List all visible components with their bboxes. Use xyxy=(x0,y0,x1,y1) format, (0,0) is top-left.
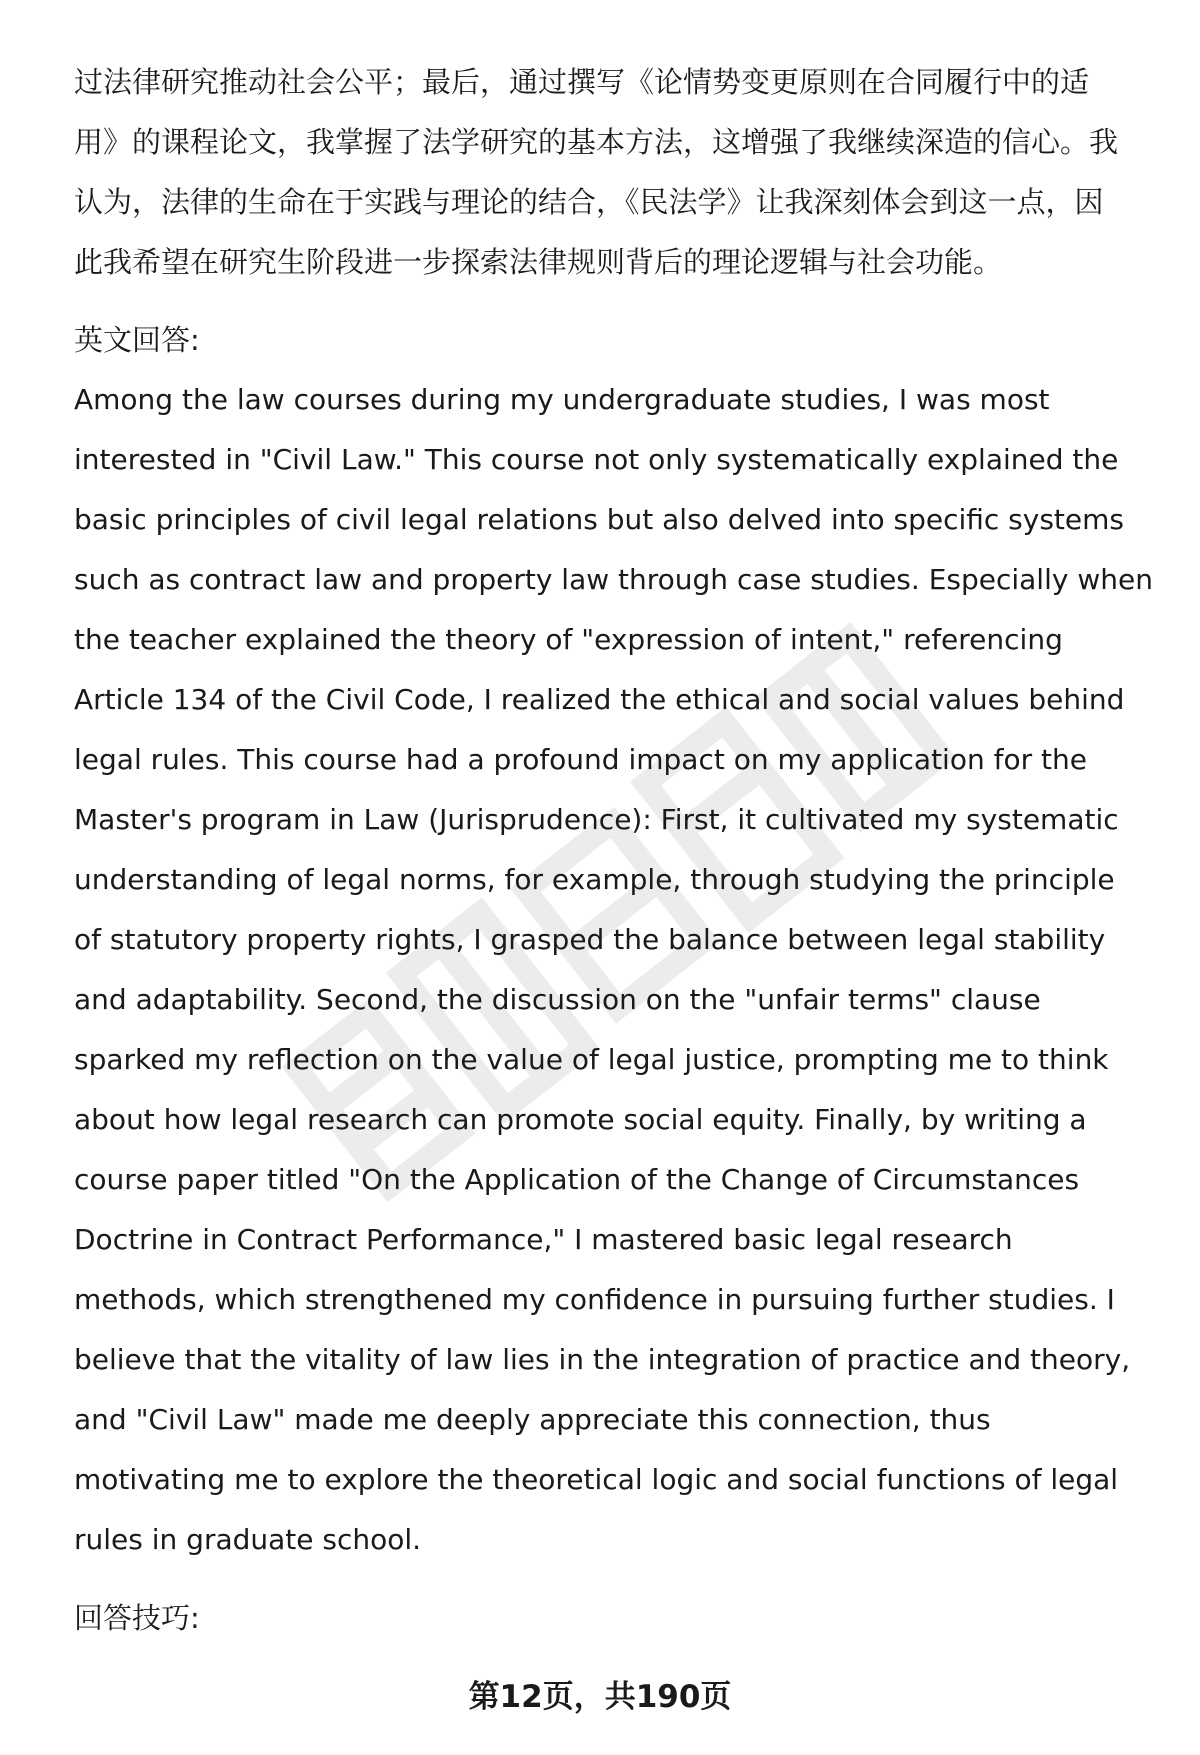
document-body xyxy=(74,52,1154,1648)
text-line: 认为，法律的生命在于实践与理论的结合，《民法学》让我深刻体会到这一点，因 xyxy=(74,185,1104,219)
text-line: the teacher explained the theory of "expression of intent," referencing xyxy=(74,623,1063,656)
text-line: such as contract law and property law through case studies. Especially when xyxy=(74,563,1153,596)
text-line: motivating me to explore the theoretical logic and social functions of legal xyxy=(74,1463,1119,1496)
english-answer-paragraph xyxy=(74,370,1154,1570)
text-line: 用》的课程论文，我掌握了法学研究的基本方法，这增强了我继续深造的信心。我 xyxy=(74,125,1119,159)
text-line: and "Civil Law" made me deeply appreciate this connection, thus xyxy=(74,1403,991,1436)
text-line: methods, which strengthened my confidence in pursuing further studies. I xyxy=(74,1283,1115,1316)
text-line: Article 134 of the Civil Code, I realized the ethical and social values behind xyxy=(74,683,1125,716)
text-line: believe that the vitality of law lies in the integration of practice and theory, xyxy=(74,1343,1131,1376)
text-line: about how legal research can promote social equity. Finally, by writing a xyxy=(74,1103,1087,1136)
text-line: Master's program in Law (Jurisprudence): First, it cultivated my systematic xyxy=(74,803,1119,836)
english-answer-heading: 英文回答: xyxy=(74,323,200,357)
text-line: sparked my reflection on the value of legal justice, prompting me to think xyxy=(74,1043,1109,1076)
text-line: interested in "Civil Law." This course not only systematically explained the xyxy=(74,443,1119,476)
text-line: 此我希望在研究生阶段进一步探索法律规则背后的理论逻辑与社会功能。 xyxy=(74,245,1003,279)
text-line: understanding of legal norms, for example, through studying the principle xyxy=(74,863,1115,896)
text-line: course paper titled "On the Application of the Change of Circumstances xyxy=(74,1163,1080,1196)
text-line: of statutory property rights, I grasped the balance between legal stability xyxy=(74,923,1106,956)
page-number: 第12页，共190页 xyxy=(468,1679,732,1715)
text-line: rules in graduate school. xyxy=(74,1523,422,1556)
text-line: basic principles of civil legal relations but also delved into specific systems xyxy=(74,503,1124,536)
text-line: legal rules. This course had a profound impact on my application for the xyxy=(74,743,1087,776)
chinese-answer-continuation xyxy=(74,52,1154,292)
text-line: 过法律研究推动社会公平；最后，通过撰写《论情势变更原则在合同履行中的适 xyxy=(74,65,1090,99)
text-line: Doctrine in Contract Performance," I mastered basic legal research xyxy=(74,1223,1013,1256)
text-line: Among the law courses during my undergraduate studies, I was most xyxy=(74,383,1050,416)
answer-tips-heading: 回答技巧: xyxy=(74,1601,200,1635)
text-line: and adaptability. Second, the discussion on the "unfair terms" clause xyxy=(74,983,1041,1016)
